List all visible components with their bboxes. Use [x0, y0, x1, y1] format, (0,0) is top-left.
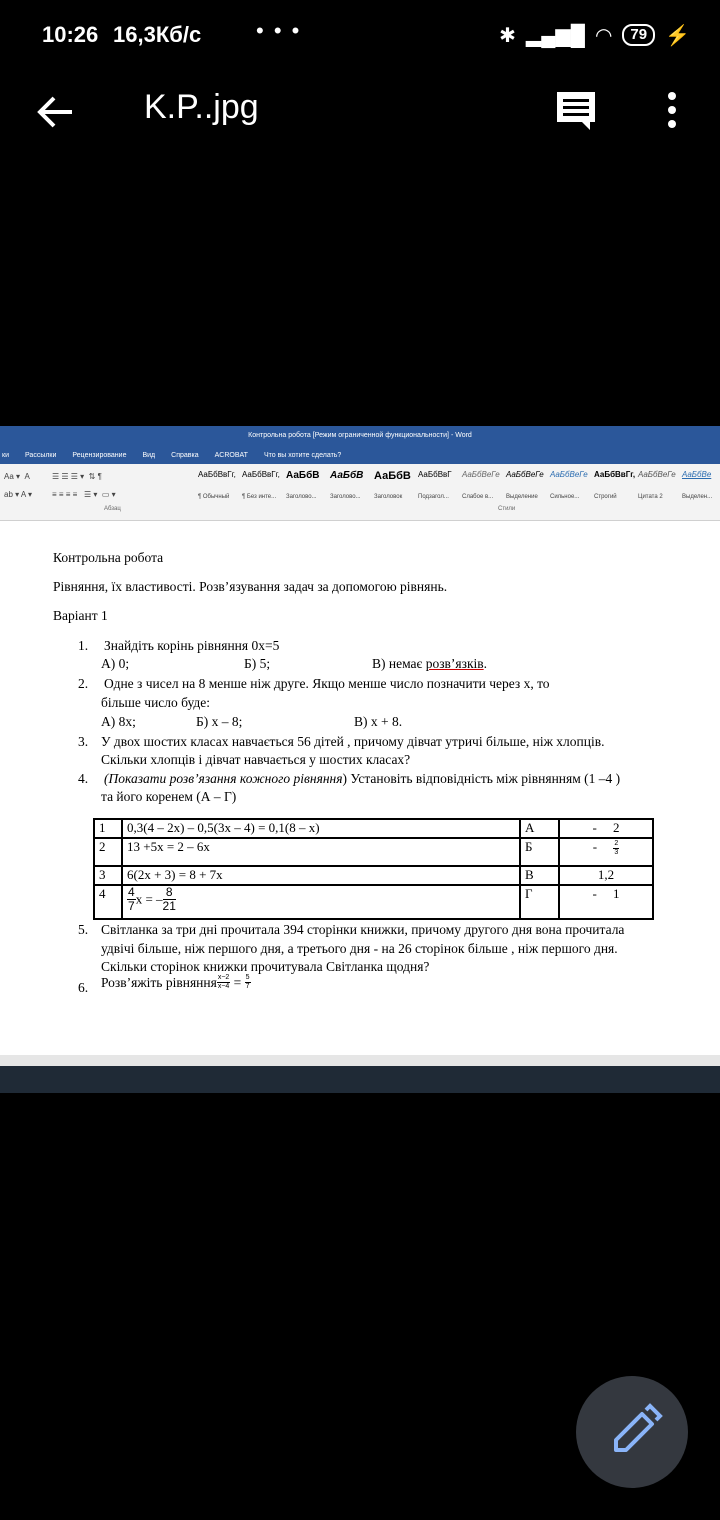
q2-option-b: Б) х – 8;	[196, 714, 243, 729]
q6-text: Розв’яжіть рівняння $\frac{x-2}{x-4}$ = $\frac{5}{7}$	[101, 974, 250, 991]
q2-option-a: А) 8х;	[101, 714, 136, 729]
file-title: K.P..jpg	[144, 88, 259, 126]
q5-text-line1: Світланка за три дні прочитала 394 сторінки книжки, причому другого дня вона прочитала	[101, 922, 625, 937]
q1-option-a: А) 0;	[101, 656, 130, 671]
q2-text-line1: Одне з чисел на 8 менше ніж друге. Якщо менше число позначити через х, то	[104, 676, 550, 691]
app-bar	[0, 70, 720, 154]
table-row	[94, 838, 653, 866]
word-title-bar: Контрольна робота [Режим ограниченной функциональности] - Word	[0, 426, 720, 446]
styles-gallery	[198, 470, 720, 500]
group-label-paragraph: Абзац	[104, 506, 121, 512]
table-row	[94, 866, 653, 885]
style-item[interactable]: АаБбВвГг, ¶ Обычный	[198, 470, 236, 500]
equation-cell: 0,3(4 – 2х) – 0,5(3х – 4) = 0,1(8 – х)	[122, 819, 520, 838]
table-row	[94, 819, 653, 838]
document-image	[0, 426, 720, 1093]
more-vertical-icon[interactable]	[660, 88, 684, 132]
q3-number: 3.	[78, 734, 89, 749]
q2-text-line2: більше число буде:	[101, 695, 211, 710]
answer-value: - 1	[559, 885, 653, 919]
q4-text-line1: (Показати розв’язання кожного рівняння) Установіть відповідність між рівнянням (1 –4 )	[104, 771, 621, 786]
document-page	[0, 522, 720, 1055]
status-icons	[499, 22, 690, 48]
style-item[interactable]: АаБбВвГг, Строгий	[594, 470, 636, 500]
comment-icon[interactable]	[554, 88, 598, 132]
doc-variant: Варіант 1	[53, 608, 108, 623]
answer-value: - $\frac{2}{3}$	[559, 838, 653, 866]
status-bar	[0, 0, 720, 70]
word-ribbon	[0, 464, 720, 521]
q4-number: 4.	[78, 771, 89, 786]
doc-subtitle: Рівняння, їх властивості. Розв’язування задач за допомогою рівнянь.	[53, 579, 448, 594]
style-item[interactable]: АаБбВе Выделен...	[682, 470, 713, 500]
answer-value: 1,2	[559, 866, 653, 885]
style-item[interactable]: АаБбВеГе Цитата 2	[638, 470, 676, 500]
q5-text-line3: Скільки сторінок книжки прочитувала Світланка щодня?	[101, 959, 430, 974]
status-time: 10:26	[42, 22, 99, 47]
q1-number: 1.	[78, 638, 89, 653]
style-item[interactable]: АаБбВ Заголовок	[374, 470, 411, 500]
matching-table	[93, 818, 654, 920]
group-label-styles: Стили	[498, 506, 516, 512]
word-ribbon-tabs	[0, 446, 720, 464]
pencil-icon	[576, 1376, 688, 1488]
paragraph-tools: ☰ ☰ ☰ ▾ ⇅ ¶ ≡ ≡ ≡ ≡ ☰ ▾ ▭ ▾	[52, 472, 116, 499]
style-item[interactable]: АаБбВ Заголово...	[330, 470, 364, 500]
style-item[interactable]: АаБбВвГ Подзагол...	[418, 470, 452, 500]
tab-mailings-partial[interactable]: ки	[2, 451, 9, 459]
answer-letter: Б	[520, 838, 559, 866]
row-number: 3	[94, 866, 122, 885]
wifi-icon: ◠	[594, 24, 613, 47]
q5-text-line2: удвічі більше, ніж першого дня, а третього дня - на 26 сторінок більше , ніж першого дня.	[101, 941, 618, 956]
tab-view[interactable]: Вид	[142, 451, 156, 459]
style-item[interactable]: АаБбВ Заголово...	[286, 470, 320, 500]
q1-text: Знайдіть корінь рівняння 0х=5	[104, 638, 280, 653]
row-number: 1	[94, 819, 122, 838]
font-tools: Aa ▾ A ab ▾ A ▾	[4, 472, 33, 499]
q6-number: 6.	[78, 980, 89, 995]
signal-icon: ▂▄▆█	[525, 24, 585, 47]
status-network-speed: 16,3Кб/с	[113, 22, 202, 47]
tab-review[interactable]: Рецензирование	[72, 451, 127, 459]
q1-option-b: Б) 5;	[244, 656, 271, 671]
page-bottom-gap	[0, 1055, 720, 1066]
q3-text-line2: Скільки хлопців і дівчат навчається у шостих класах?	[101, 752, 411, 767]
answer-letter: Г	[520, 885, 559, 919]
q4-text-line2: та його коренем (А – Г)	[101, 789, 237, 804]
style-item[interactable]: АаБбВвГг, ¶ Без инте...	[242, 470, 280, 500]
tab-acrobat[interactable]: ACROBAT	[214, 451, 248, 459]
style-item[interactable]: АаБбВеГе Сильное...	[550, 470, 588, 500]
tell-me-search[interactable]: Что вы хотите сделать?	[263, 451, 342, 459]
equation-cell: $\frac{4}{7}$ х = – $\frac{8}{21}$	[122, 885, 520, 919]
row-number: 2	[94, 838, 122, 866]
tab-help[interactable]: Справка	[171, 451, 199, 459]
q2-option-c: В) х + 8.	[354, 714, 403, 729]
bluetooth-icon: ✱	[499, 24, 516, 47]
tab-mailings[interactable]: Рассылки	[24, 451, 57, 459]
q5-number: 5.	[78, 922, 89, 937]
answer-letter: А	[520, 819, 559, 838]
notification-dots-icon: • • •	[256, 18, 302, 43]
doc-title: Контрольна робота	[53, 550, 164, 565]
arrow-left-icon[interactable]	[34, 90, 78, 134]
answer-letter: В	[520, 866, 559, 885]
row-number: 4	[94, 885, 122, 919]
edit-button[interactable]	[576, 1376, 688, 1488]
style-item[interactable]: АаБбВеГе Выделение	[506, 470, 544, 500]
charging-icon: ⚡	[665, 24, 690, 47]
battery-icon: 79	[622, 24, 655, 46]
q2-number: 2.	[78, 676, 89, 691]
equation-cell: 6(2х + 3) = 8 + 7х	[122, 866, 520, 885]
style-item[interactable]: АаБбВеГе Слабое в...	[462, 470, 500, 500]
answer-value: - 2	[559, 819, 653, 838]
table-row	[94, 885, 653, 919]
q3-text-line1: У двох шостих класах навчається 56 дітей , причому дівчат утричі більше, ніж хлопців.	[101, 734, 605, 749]
equation-cell: 13 +5х = 2 – 6х	[122, 838, 520, 866]
q1-option-c: В) немає розв’язків.	[372, 656, 488, 671]
taskbar-strip	[0, 1066, 720, 1093]
